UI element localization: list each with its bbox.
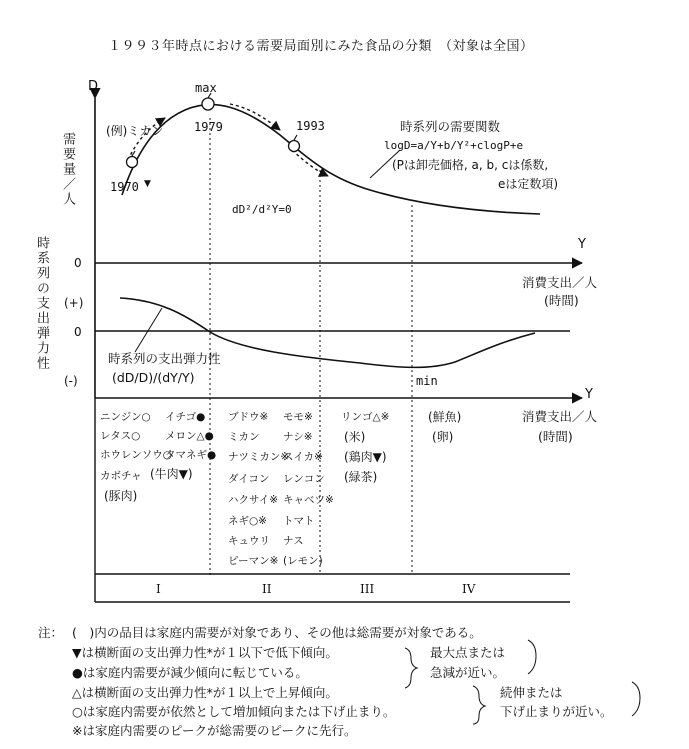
list-item: モモ※ (283, 411, 313, 423)
list-item: (緑茶) (344, 470, 378, 484)
example-label: (例)ミカン (106, 124, 164, 138)
upper-x-label: 消費支出／人 (522, 275, 598, 290)
table-x-label-sub: (時間) (538, 429, 573, 444)
list-item: キャベツ※ (283, 494, 334, 506)
list-item: ホウレンソウ○ (100, 449, 172, 461)
list-item: リンゴ△※ (341, 411, 390, 423)
list-item: (卵) (432, 430, 454, 444)
phase-label-4: IV (462, 582, 476, 596)
brace-2-text-b: 下げ止まりが近い。 (500, 704, 613, 719)
list-item: ニンジン○ (100, 411, 151, 423)
year-1979: 1979 (194, 120, 223, 134)
upper-y-axis-label: D (88, 79, 99, 94)
brace-2 (473, 686, 485, 724)
phase-label-2: II (262, 582, 272, 596)
brace-2-text-a: 続伸または (500, 685, 563, 700)
elasticity-axis-label: 時系列の支出弾力性 (34, 236, 49, 371)
list-item: メロン△● (165, 430, 214, 442)
demand-function-formula: logD=a/Y+b/Y²+clogP+e (384, 139, 524, 152)
list-item: (豚肉) (104, 489, 138, 503)
brace-1-right (528, 640, 536, 674)
list-item: ブドウ※ (228, 411, 269, 423)
list-item: (牛肉▼) (150, 467, 193, 481)
plus-label: (+) (64, 296, 84, 310)
elasticity-curve-formula: (dD/D)/(dY/Y) (112, 370, 195, 385)
upper-origin: 0 (74, 256, 82, 270)
table-x-label: 消費支出／人 (522, 409, 598, 424)
note-line-2: ▼は横断面の支出弾力性*が１以下で低下傾向。 (72, 645, 338, 660)
year-1970: 1970 (110, 180, 139, 194)
list-item: (鶏肉▼) (344, 450, 387, 464)
lower-x-axis-label: Y (585, 387, 593, 402)
brace-1-text-b: 急減が近い。 (430, 665, 506, 680)
brace-1 (405, 648, 417, 688)
list-item: ナス (283, 535, 304, 547)
list-item: キュウリ (228, 535, 270, 547)
notes-prefix: 注： (38, 625, 64, 640)
list-item: ミカン (228, 431, 260, 443)
list-item: イチゴ● (165, 411, 206, 423)
upper-x-axis-label: Y (578, 237, 586, 252)
brace-1-text-a: 最大点または (430, 645, 506, 660)
max-label: max (195, 81, 217, 95)
min-label: min (416, 374, 438, 388)
list-item: カボチャ (100, 470, 142, 482)
list-item: ピーマン※ (228, 555, 279, 567)
note-line-1: ( )内の品目は家庭内需要が対象であり、その他は総需要が対象である。 (72, 625, 482, 640)
list-item: ダイコン (228, 473, 270, 485)
phase-label-1: I (156, 582, 161, 596)
note-line-5: ○は家庭内需要が依然として増加傾向または下げ止まり。 (72, 704, 396, 719)
minus-label: (-) (64, 374, 78, 388)
upper-x-label-sub: (時間) (544, 293, 579, 308)
elasticity-pointer (135, 308, 162, 352)
list-item: レンコン (283, 473, 325, 485)
list-item: レタス○ (100, 430, 141, 442)
list-item: (米) (344, 430, 366, 444)
list-item: ネギ○※ (228, 515, 267, 527)
elasticity-curve-title: 時系列の支出弾力性 (108, 351, 221, 366)
year-1970-marker: ▼ (144, 179, 151, 189)
list-item: (鮮魚) (428, 410, 462, 424)
phase-label-3: III (360, 582, 375, 596)
lower-zero-label: 0 (74, 325, 82, 339)
inflection-label: dD²/d²Y=0 (232, 203, 292, 216)
note-line-6: ※は家庭内需要のピークが総需要のピークに先行。 (72, 723, 357, 738)
trend-arrow-3 (292, 150, 328, 176)
list-item: (レモン) (283, 555, 323, 567)
figure-title: １９９３年時点における需要局面別にみた食品の分類 （対象は全国） (108, 39, 534, 54)
list-item: タマネギ● (165, 449, 217, 461)
list-item: スイカ※ (283, 451, 323, 463)
trend-arrow-2 (230, 104, 280, 130)
year-1993: 1993 (296, 119, 325, 133)
note-line-3: ●は家庭内需要が減少傾向に転じている。 (72, 665, 308, 680)
mikan-icon-max (202, 93, 214, 110)
list-item: トマト (283, 515, 315, 527)
demand-function-title: 時系列の需要関数 (400, 119, 501, 134)
demand-function-note2: eは定数項) (498, 177, 559, 191)
list-item: ナシ※ (283, 431, 313, 443)
mikan-icon-1993 (289, 135, 300, 152)
note-line-4: △は横断面の支出弾力性*が１以上で上昇傾向。 (72, 685, 338, 700)
list-item: ハクサイ※ (228, 494, 279, 506)
list-item: ナツミカン※ (228, 451, 290, 463)
demand-per-capita-label: 需要量／人 (60, 132, 75, 207)
demand-function-note1: (Pは卸売価格, a, b, cは係数, (392, 158, 549, 172)
brace-2-right (632, 682, 640, 716)
